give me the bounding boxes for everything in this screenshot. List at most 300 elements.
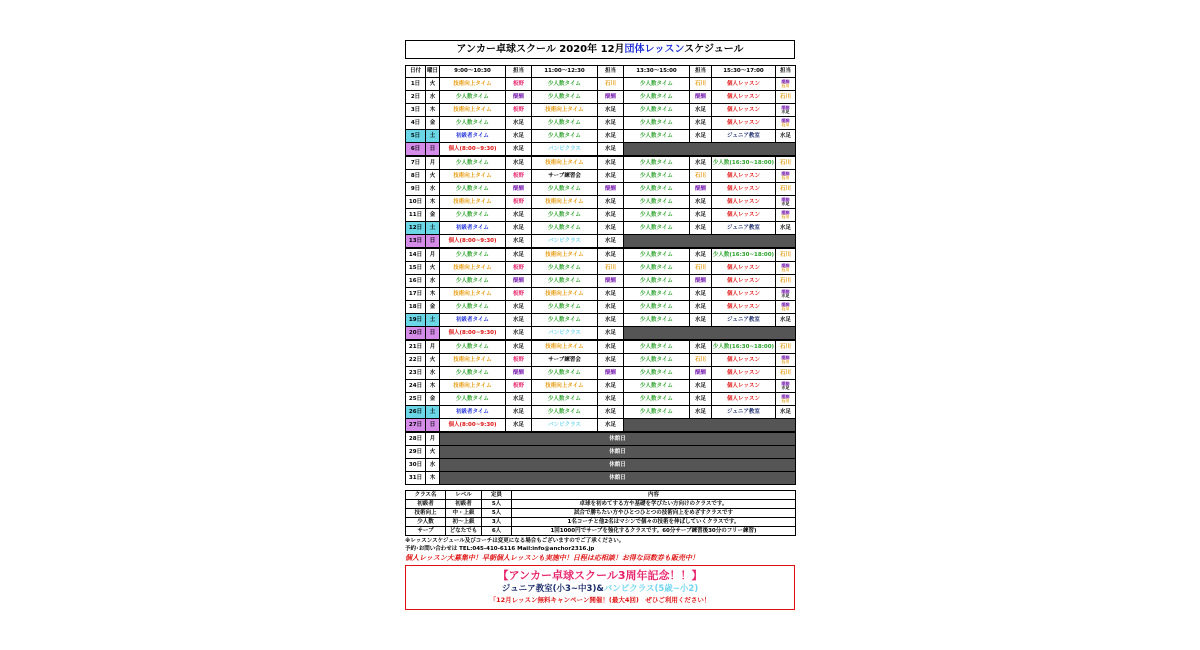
- date-cell: 9日: [406, 183, 426, 196]
- instructor-name: 醍醐: [781, 394, 790, 399]
- lesson-cell: 技術向上タイム: [532, 196, 598, 209]
- lesson-cell: 技術向上タイム: [532, 380, 598, 393]
- anniversary-title: 【アンカー卓球スクール3周年記念！！】: [497, 569, 703, 582]
- instructor-cell: 水足: [506, 406, 532, 419]
- instructor-cell: 水足: [690, 380, 712, 393]
- instructor-cell: 水足: [598, 301, 624, 314]
- lesson-cell: 少人数(16:30~18:00): [712, 340, 776, 354]
- anniversary-banner: [405, 565, 795, 610]
- header-cell: 曜日: [426, 66, 440, 78]
- date-cell: 7日: [406, 156, 426, 170]
- date-cell: 23日: [406, 367, 426, 380]
- lesson-cell: 少人数タイム: [440, 340, 506, 354]
- header-cell: 担当: [598, 66, 624, 78]
- lesson-cell: 個人レッスン: [712, 183, 776, 196]
- lesson-cell: 個人レッスン: [712, 275, 776, 288]
- instructor-cell: 水足: [690, 117, 712, 130]
- lesson-cell: 少人数タイム: [532, 117, 598, 130]
- instructor-cell: 水足: [598, 288, 624, 301]
- instructor-cell: 石川: [776, 367, 796, 380]
- lesson-cell: 少人数タイム: [532, 406, 598, 419]
- lesson-cell: ジュニア教室: [712, 222, 776, 235]
- instructor-cell: [776, 262, 796, 275]
- header-cell: 担当: [506, 66, 532, 78]
- lesson-cell: 個人レッスン: [712, 380, 776, 393]
- instructor-cell: 板野: [506, 262, 532, 275]
- instructor-cell: 水足: [506, 156, 532, 170]
- instructor-name: 醍醐: [781, 197, 790, 202]
- lesson-cell: 少人数タイム: [624, 354, 690, 367]
- date-cell: 8日: [406, 170, 426, 183]
- lesson-cell: ジュニア教室: [712, 406, 776, 419]
- weekday-cell: 木: [426, 288, 440, 301]
- instructor-cell: [776, 196, 796, 209]
- instructor-cell: 水足: [506, 143, 532, 157]
- lesson-cell: 少人数タイム: [624, 406, 690, 419]
- weekday-cell: 金: [426, 393, 440, 406]
- instructor-cell: 水足: [598, 170, 624, 183]
- instructor-cell: 水足: [506, 117, 532, 130]
- lesson-cell: 初級者タイム: [440, 222, 506, 235]
- instructor-cell: [776, 354, 796, 367]
- header-cell: 13:30～15:00: [624, 66, 690, 78]
- instructor-cell: 醍醐: [506, 367, 532, 380]
- lesson-cell: 技術向上タイム: [440, 78, 506, 91]
- instructor-cell: [776, 288, 796, 301]
- weekday-cell: 土: [426, 222, 440, 235]
- header-cell: 担当: [690, 66, 712, 78]
- instructor-cell: 石川: [776, 275, 796, 288]
- lesson-cell: 個人レッスン: [712, 78, 776, 91]
- instructor-name: 石川: [781, 122, 790, 127]
- class-row: [406, 509, 796, 518]
- lesson-cell: 少人数タイム: [624, 78, 690, 91]
- header-cell: 11:00～12:30: [532, 66, 598, 78]
- instructor-cell: 水足: [598, 314, 624, 327]
- instructor-cell: 水足: [598, 354, 624, 367]
- schedule-row: [406, 222, 796, 235]
- class-row: [406, 527, 796, 536]
- instructor-cell: 水足: [776, 406, 796, 419]
- lesson-cell: 少人数タイム: [440, 248, 506, 262]
- schedule-row: [406, 196, 796, 209]
- weekday-cell: 金: [426, 209, 440, 222]
- instructor-name: 醍醐: [781, 118, 790, 123]
- lesson-cell: 少人数タイム: [532, 367, 598, 380]
- instructor-name: 石川: [781, 175, 790, 180]
- instructor-cell: 水足: [506, 327, 532, 341]
- class-header-cell: レベル: [446, 491, 482, 500]
- instructor-cell: 醍醐: [598, 183, 624, 196]
- lesson-cell: 技術向上タイム: [440, 380, 506, 393]
- instructor-cell: [776, 104, 796, 117]
- weekday-cell: 金: [426, 117, 440, 130]
- lesson-cell: 少人数タイム: [624, 367, 690, 380]
- instructor-cell: 水足: [506, 235, 532, 249]
- lesson-cell: 少人数タイム: [440, 183, 506, 196]
- instructor-name: 醍醐: [781, 263, 790, 268]
- lesson-cell: ジュニア教室: [712, 130, 776, 143]
- schedule-row: [406, 340, 796, 354]
- lesson-cell: 少人数タイム: [624, 275, 690, 288]
- date-cell: 1日: [406, 78, 426, 91]
- instructor-name: 石川: [781, 306, 790, 311]
- class-cell: 5人: [482, 509, 512, 518]
- closed-slot-cell: [624, 327, 796, 341]
- lesson-cell: 個人レッスン: [712, 209, 776, 222]
- header-cell: 9:00～10:30: [440, 66, 506, 78]
- schedule-row: [406, 235, 796, 249]
- lesson-cell: 個人レッスン: [712, 367, 776, 380]
- weekday-cell: 水: [426, 91, 440, 104]
- lesson-cell: 個人(8:00~9:30): [440, 419, 506, 433]
- lesson-cell: 技術向上タイム: [532, 248, 598, 262]
- instructor-cell: 醍醐: [598, 367, 624, 380]
- instructor-cell: 醍醐: [506, 183, 532, 196]
- instructor-cell: 水足: [598, 143, 624, 157]
- class-cell: 3人: [482, 518, 512, 527]
- class-cell: 少人数: [406, 518, 446, 527]
- instructor-name: 石川: [781, 83, 790, 88]
- anniversary-campaign: 「12月レッスン無料キャンペーン開催！(最大4回) ぜひご利用ください！: [489, 596, 711, 604]
- schedule-row: [406, 446, 796, 459]
- class-cell: 卓球を初めてする方や基礎を学びたい方向けのクラスです。: [512, 500, 796, 509]
- weekday-cell: 火: [426, 170, 440, 183]
- lesson-cell: 個人レッスン: [712, 196, 776, 209]
- date-cell: 11日: [406, 209, 426, 222]
- lesson-cell: 少人数タイム: [624, 301, 690, 314]
- instructor-name: 水足: [781, 293, 790, 298]
- lesson-cell: バンビクラス: [532, 419, 598, 433]
- instructor-name: 石川: [781, 267, 790, 272]
- instructor-cell: 醍醐: [506, 91, 532, 104]
- lesson-cell: 個人レッスン: [712, 170, 776, 183]
- lesson-cell: 少人数タイム: [624, 209, 690, 222]
- schedule-row: [406, 406, 796, 419]
- instructor-cell: 石川: [690, 354, 712, 367]
- page-title: [405, 40, 795, 59]
- lesson-cell: 技術向上タイム: [440, 288, 506, 301]
- lesson-cell: 技術向上タイム: [532, 340, 598, 354]
- lesson-cell: 少人数タイム: [440, 117, 506, 130]
- lesson-cell: 個人(8:00~9:30): [440, 143, 506, 157]
- weekday-cell: 木: [426, 196, 440, 209]
- lesson-cell: 少人数タイム: [532, 314, 598, 327]
- date-cell: 22日: [406, 354, 426, 367]
- instructor-cell: 水足: [506, 340, 532, 354]
- date-cell: 28日: [406, 432, 426, 446]
- class-cell: 5人: [482, 500, 512, 509]
- weekday-cell: 木: [426, 104, 440, 117]
- instructor-cell: [776, 380, 796, 393]
- lesson-cell: 少人数タイム: [624, 170, 690, 183]
- schedule-row: [406, 432, 796, 446]
- instructor-cell: 水足: [506, 419, 532, 433]
- date-cell: 30日: [406, 459, 426, 472]
- instructor-cell: 水足: [690, 393, 712, 406]
- header-cell: 日付: [406, 66, 426, 78]
- lesson-cell: 少人数タイム: [532, 222, 598, 235]
- date-cell: 15日: [406, 262, 426, 275]
- date-cell: 14日: [406, 248, 426, 262]
- date-cell: 25日: [406, 393, 426, 406]
- instructor-cell: [776, 301, 796, 314]
- instructor-cell: 板野: [506, 170, 532, 183]
- instructor-cell: 水足: [690, 301, 712, 314]
- header-cell: 15:30～17:00: [712, 66, 776, 78]
- instructor-cell: 水足: [690, 130, 712, 143]
- schedule-row: [406, 91, 796, 104]
- instructor-cell: 水足: [506, 393, 532, 406]
- closed-day-cell: 休館日: [440, 446, 796, 459]
- instructor-cell: 水足: [506, 130, 532, 143]
- weekday-cell: 月: [426, 248, 440, 262]
- instructor-cell: 水足: [690, 196, 712, 209]
- instructor-cell: 水足: [506, 314, 532, 327]
- instructor-name: 醍醐: [781, 105, 790, 110]
- instructor-cell: [776, 78, 796, 91]
- schedule-row: [406, 209, 796, 222]
- lesson-cell: 少人数タイム: [440, 156, 506, 170]
- lesson-cell: 少人数タイム: [624, 288, 690, 301]
- class-cell: 1回1000円でサーブを強化するクラスです。60分サーブ練習後30分のフリー練習): [512, 527, 796, 536]
- note-private-lesson: 個人レッスン大募集中！早朝個人レッスンも実施中！日程は応相談！お得な回数券も販売中！: [405, 554, 699, 562]
- lesson-cell: 個人レッスン: [712, 354, 776, 367]
- class-cell: 1名コーチと他2名はマシンで個々の技術を伸ばしていくクラスです。: [512, 518, 796, 527]
- lesson-cell: 少人数タイム: [624, 340, 690, 354]
- lesson-cell: 少人数タイム: [440, 275, 506, 288]
- instructor-cell: 石川: [776, 156, 796, 170]
- title-post: スケジュール: [684, 44, 744, 55]
- schedule-row: [406, 354, 796, 367]
- header-cell: 担当: [776, 66, 796, 78]
- class-row: [406, 518, 796, 527]
- lesson-cell: 少人数タイム: [532, 275, 598, 288]
- instructor-name: 醍醐: [781, 79, 790, 84]
- instructor-cell: 石川: [776, 340, 796, 354]
- instructor-cell: 石川: [598, 262, 624, 275]
- lesson-cell: 個人レッスン: [712, 301, 776, 314]
- instructor-cell: [776, 393, 796, 406]
- date-cell: 6日: [406, 143, 426, 157]
- instructor-name: 水足: [781, 201, 790, 206]
- lesson-cell: 少人数タイム: [624, 393, 690, 406]
- weekday-cell: 水: [426, 367, 440, 380]
- instructor-cell: 水足: [690, 406, 712, 419]
- instructor-cell: 醍醐: [690, 275, 712, 288]
- instructor-name: 醍醐: [781, 210, 790, 215]
- date-cell: 21日: [406, 340, 426, 354]
- closed-day-cell: 休館日: [440, 432, 796, 446]
- weekday-cell: 木: [426, 472, 440, 485]
- class-cell: どなたでも: [446, 527, 482, 536]
- instructor-cell: 醍醐: [690, 91, 712, 104]
- instructor-cell: 水足: [598, 419, 624, 433]
- instructor-cell: 石川: [598, 78, 624, 91]
- instructor-cell: 水足: [598, 156, 624, 170]
- date-cell: 27日: [406, 419, 426, 433]
- date-cell: 12日: [406, 222, 426, 235]
- date-cell: 16日: [406, 275, 426, 288]
- lesson-cell: 少人数タイム: [440, 209, 506, 222]
- instructor-cell: 水足: [598, 222, 624, 235]
- instructor-name: 醍醐: [781, 355, 790, 360]
- instructor-cell: 板野: [506, 196, 532, 209]
- lesson-cell: 少人数タイム: [440, 91, 506, 104]
- lesson-cell: 技術向上タイム: [440, 196, 506, 209]
- instructor-cell: 水足: [776, 314, 796, 327]
- closed-slot-cell: [624, 419, 796, 433]
- lesson-cell: 技術向上タイム: [440, 104, 506, 117]
- lesson-cell: 個人(8:00~9:30): [440, 235, 506, 249]
- lesson-cell: 個人レッスン: [712, 104, 776, 117]
- lesson-cell: 少人数タイム: [624, 91, 690, 104]
- lesson-cell: 個人レッスン: [712, 262, 776, 275]
- lesson-cell: バンビクラス: [532, 235, 598, 249]
- note-schedule-change: ※レッスンスケジュール及びコーチは変更になる場合もございますのでご了承ください。: [405, 538, 625, 544]
- class-cell: 6人: [482, 527, 512, 536]
- instructor-cell: 水足: [598, 117, 624, 130]
- lesson-cell: 技術向上タイム: [440, 170, 506, 183]
- lesson-cell: 技術向上タイム: [532, 104, 598, 117]
- lesson-cell: 個人レッスン: [712, 393, 776, 406]
- instructor-name: 醍醐: [781, 381, 790, 386]
- date-cell: 4日: [406, 117, 426, 130]
- lesson-cell: 少人数タイム: [624, 183, 690, 196]
- instructor-cell: 水足: [598, 248, 624, 262]
- lesson-cell: 少人数タイム: [624, 130, 690, 143]
- lesson-cell: 個人レッスン: [712, 117, 776, 130]
- lesson-cell: 技術向上タイム: [532, 156, 598, 170]
- lesson-cell: 技術向上タイム: [532, 288, 598, 301]
- notes-section: [405, 537, 795, 563]
- weekday-cell: 火: [426, 354, 440, 367]
- lesson-cell: 少人数タイム: [532, 262, 598, 275]
- class-header-cell: 内容: [512, 491, 796, 500]
- instructor-name: 石川: [781, 214, 790, 219]
- schedule-row: [406, 143, 796, 157]
- instructor-cell: 醍醐: [690, 183, 712, 196]
- lesson-cell: バンビクラス: [532, 327, 598, 341]
- lesson-cell: 個人(8:00~9:30): [440, 327, 506, 341]
- schedule-row: [406, 472, 796, 485]
- instructor-cell: 水足: [598, 235, 624, 249]
- weekday-cell: 日: [426, 235, 440, 249]
- schedule-row: [406, 130, 796, 143]
- weekday-cell: 金: [426, 301, 440, 314]
- lesson-cell: 少人数(16:30~18:00): [712, 248, 776, 262]
- schedule-row: [406, 380, 796, 393]
- instructor-cell: 水足: [690, 104, 712, 117]
- lesson-cell: 少人数タイム: [532, 130, 598, 143]
- lesson-cell: 少人数タイム: [624, 156, 690, 170]
- instructor-name: 醍醐: [781, 289, 790, 294]
- instructor-cell: 水足: [506, 222, 532, 235]
- instructor-cell: 石川: [776, 248, 796, 262]
- instructor-name: 醍醐: [781, 302, 790, 307]
- lesson-cell: 少人数タイム: [624, 314, 690, 327]
- weekday-cell: 月: [426, 340, 440, 354]
- schedule-row: [406, 419, 796, 433]
- lesson-cell: 技術向上タイム: [440, 354, 506, 367]
- weekday-cell: 日: [426, 419, 440, 433]
- lesson-cell: 少人数タイム: [532, 393, 598, 406]
- closed-slot-cell: [624, 235, 796, 249]
- schedule-document: [405, 40, 795, 563]
- weekday-cell: 日: [426, 327, 440, 341]
- lesson-cell: 少人数タイム: [624, 222, 690, 235]
- instructor-cell: 水足: [690, 314, 712, 327]
- weekday-cell: 日: [426, 143, 440, 157]
- class-cell: 技術向上: [406, 509, 446, 518]
- instructor-cell: 水足: [598, 393, 624, 406]
- schedule-table: [405, 65, 796, 485]
- schedule-row: [406, 156, 796, 170]
- instructor-cell: 醍醐: [598, 91, 624, 104]
- weekday-cell: 水: [426, 275, 440, 288]
- lesson-cell: 少人数タイム: [532, 183, 598, 196]
- instructor-cell: 水足: [690, 288, 712, 301]
- instructor-name: 水足: [781, 109, 790, 114]
- date-cell: 24日: [406, 380, 426, 393]
- weekday-cell: 土: [426, 130, 440, 143]
- schedule-row: [406, 301, 796, 314]
- date-cell: 26日: [406, 406, 426, 419]
- weekday-cell: 水: [426, 183, 440, 196]
- lesson-cell: バンビクラス: [532, 143, 598, 157]
- date-cell: 29日: [406, 446, 426, 459]
- lesson-cell: 技術向上タイム: [440, 262, 506, 275]
- note-contact: 予約･お問い合わせは TEL:045-410-6116 Mail:info@anchor2316.jp: [405, 546, 595, 552]
- lesson-cell: ジュニア教室: [712, 314, 776, 327]
- class-cell: 初級者: [406, 500, 446, 509]
- closed-day-cell: 休館日: [440, 472, 796, 485]
- lesson-cell: 初級者タイム: [440, 130, 506, 143]
- class-info-table: [405, 490, 796, 536]
- date-cell: 3日: [406, 104, 426, 117]
- instructor-cell: 水足: [690, 248, 712, 262]
- instructor-cell: 水足: [598, 406, 624, 419]
- instructor-cell: 水足: [598, 130, 624, 143]
- date-cell: 5日: [406, 130, 426, 143]
- instructor-cell: 石川: [690, 262, 712, 275]
- date-cell: 19日: [406, 314, 426, 327]
- schedule-row: [406, 367, 796, 380]
- instructor-cell: 石川: [690, 170, 712, 183]
- instructor-cell: 水足: [690, 209, 712, 222]
- instructor-cell: 板野: [506, 78, 532, 91]
- instructor-cell: [776, 170, 796, 183]
- date-cell: 17日: [406, 288, 426, 301]
- instructor-cell: 水足: [690, 156, 712, 170]
- lesson-cell: 少人数タイム: [532, 91, 598, 104]
- instructor-cell: 水足: [690, 222, 712, 235]
- lesson-cell: 少人数タイム: [440, 393, 506, 406]
- class-cell: サーブ: [406, 527, 446, 536]
- instructor-cell: 水足: [598, 209, 624, 222]
- class-header-row: [406, 491, 796, 500]
- class-header-cell: 定員: [482, 491, 512, 500]
- weekday-cell: 月: [426, 156, 440, 170]
- lesson-cell: 少人数タイム: [624, 380, 690, 393]
- instructor-cell: 石川: [776, 183, 796, 196]
- schedule-row: [406, 314, 796, 327]
- schedule-row: [406, 288, 796, 301]
- weekday-cell: 火: [426, 262, 440, 275]
- instructor-name: 石川: [781, 359, 790, 364]
- closed-day-cell: 休館日: [440, 459, 796, 472]
- schedule-row: [406, 262, 796, 275]
